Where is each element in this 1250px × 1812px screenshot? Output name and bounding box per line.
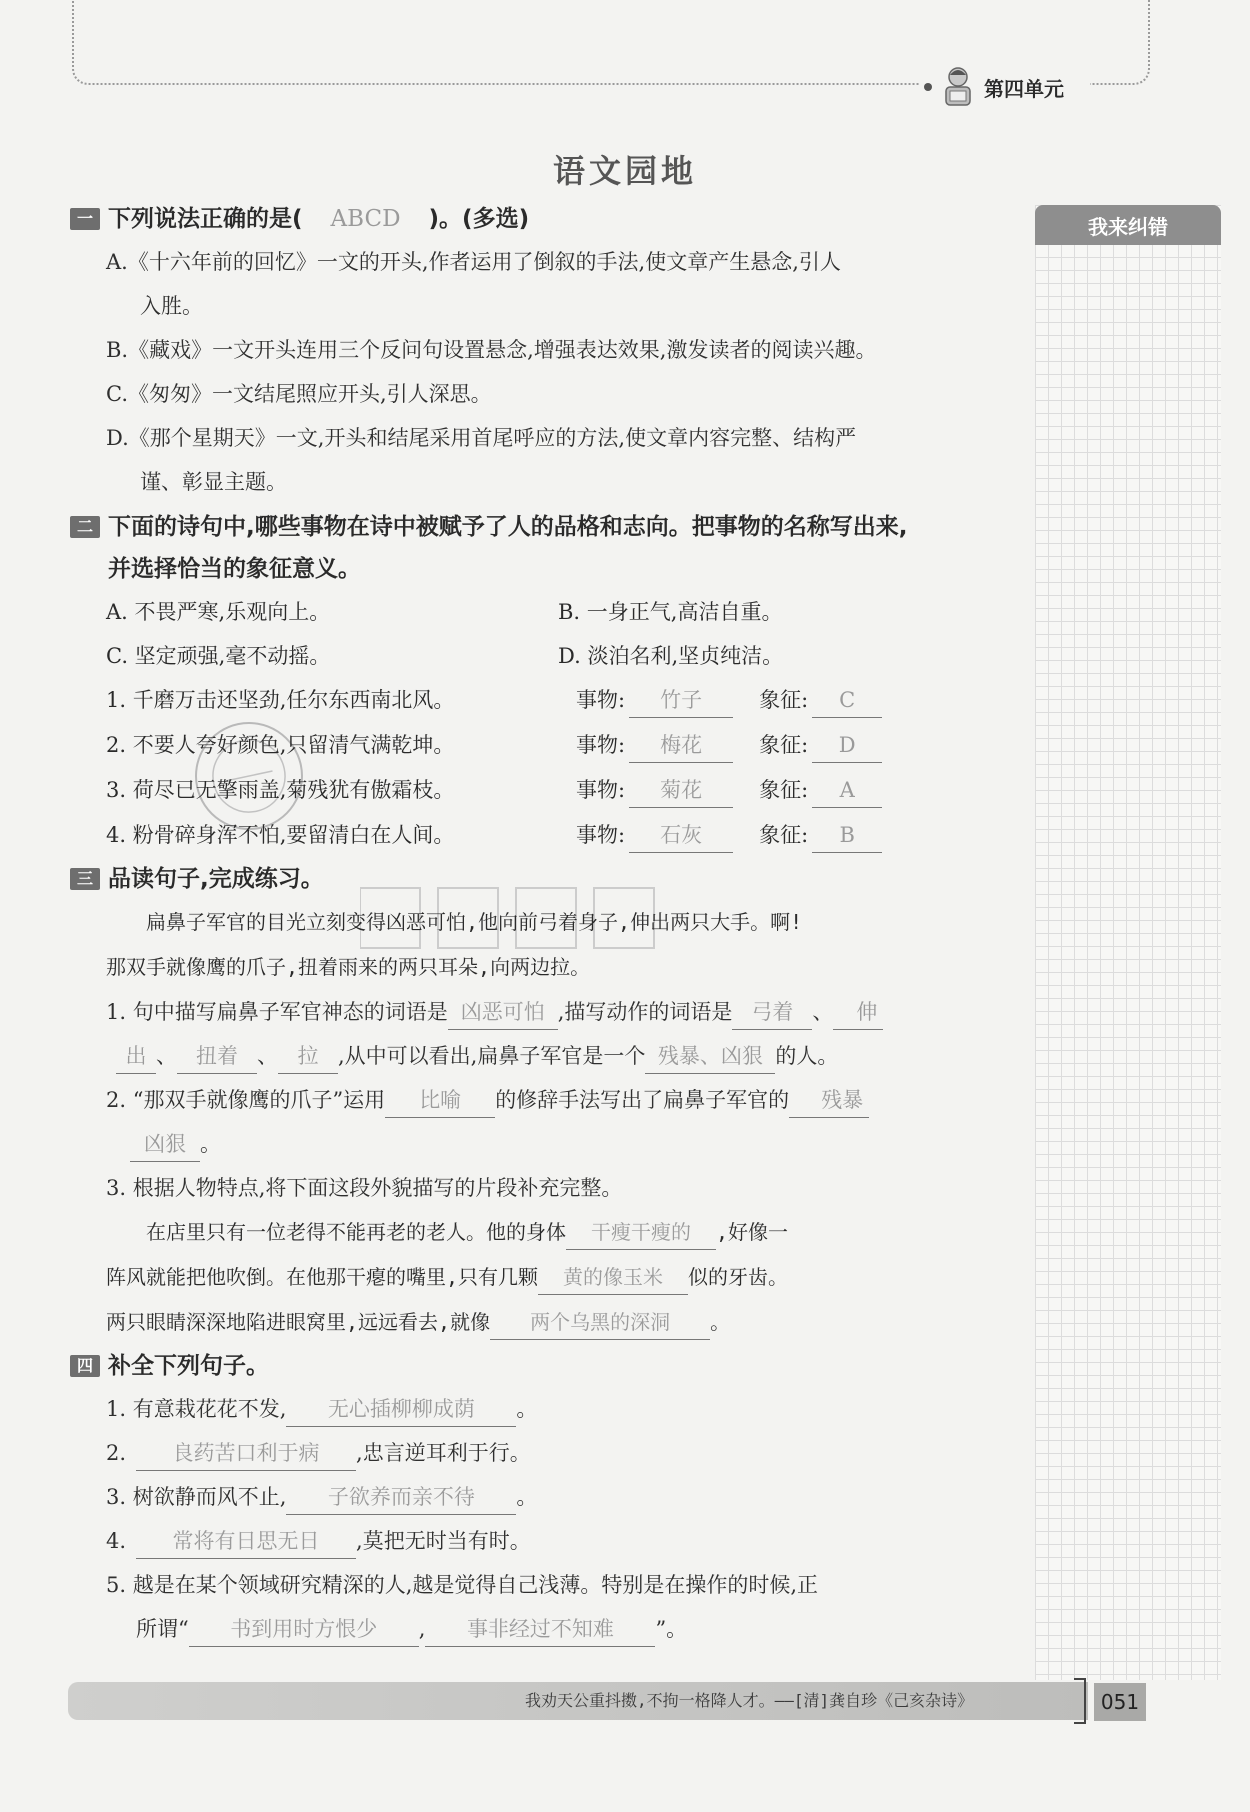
footer-bracket — [1074, 1678, 1086, 1724]
s2-thing-label: 事物: — [576, 688, 626, 712]
section-3-number: 三 — [70, 868, 100, 890]
s4-line-5-text-b: 所谓“ — [136, 1617, 189, 1641]
s2-poem-row — [70, 768, 1010, 813]
correction-grid-panel — [1035, 205, 1221, 1680]
s2-option-c: C. 坚定顽强,毫不动摇。 — [106, 644, 331, 668]
s1-option-a-line1: A.《十六年前的回忆》一文的开头,作者运用了倒叙的手法,使文章产生悬念,引人 — [106, 250, 841, 274]
s3-q2-line1 — [70, 1078, 1010, 1122]
section-1-heading — [70, 198, 1010, 240]
s1-option-d-line2: 谨、彰显主题。 — [140, 470, 287, 494]
s2-poem-text: 4. 粉骨碎身浑不怕,要留清白在人间。 — [106, 823, 455, 847]
s2-options-row2 — [70, 634, 1010, 678]
s3-q1-sep: 、 — [156, 1044, 177, 1068]
section-1-answer[interactable]: ABCD — [330, 206, 401, 232]
s3-q1-line2 — [70, 1034, 1010, 1078]
s2-option-a: A. 不畏严寒,乐观向上。 — [106, 600, 331, 624]
s3-q1-answer-action4[interactable]: 拉 — [278, 1039, 338, 1074]
s2-poem-text: 2. 不要人夸好颜色,只留清气满乾坤。 — [106, 733, 455, 757]
s2-thing-label: 事物: — [576, 823, 626, 847]
section-4-number: 四 — [70, 1355, 100, 1377]
s2-option-d: D. 淡泊名利,坚贞纯洁。 — [558, 644, 784, 668]
s3-q1-text-a: 1. 句中描写扁鼻子军官神态的词语是 — [106, 1000, 448, 1024]
s3-passage-line2: 那双手就像鹰的爪子,扭着雨来的两只耳朵,向两边拉。 — [106, 955, 591, 979]
s4-line-4-text-a: 4. — [106, 1529, 127, 1553]
s3-q2-answer-trait-part2[interactable]: 凶狠 — [130, 1127, 200, 1162]
s2-option-b: B. 一身正气,高洁自重。 — [558, 600, 783, 624]
section-2-prompt-line2: 并选择恰当的象征意义。 — [108, 556, 361, 582]
section-2-number: 二 — [70, 516, 100, 538]
s2-thing-label: 事物: — [576, 778, 626, 802]
s2-symbol-label: 象征: — [759, 823, 809, 847]
s3-q1-text-b: ,描写动作的词语是 — [557, 1000, 733, 1024]
section-2-prompt-line1: 下面的诗句中,哪些事物在诗中被赋予了人的品格和志向。把事物的名称写出来, — [108, 514, 908, 540]
unit-badge — [920, 62, 1090, 112]
s2-thing-answer[interactable]: 石灰 — [629, 818, 733, 853]
s2-thing-answer[interactable]: 菊花 — [629, 773, 733, 808]
s3-q3-text-1a: 在店里只有一位老得不能再老的老人。他的身体 — [146, 1220, 566, 1244]
s2-symbol-answer[interactable]: B — [812, 818, 882, 853]
s4-line-1-text-b: 。 — [516, 1397, 538, 1421]
reading-child-icon — [938, 65, 978, 109]
s3-q2-line2 — [70, 1122, 1010, 1166]
s2-poem-row — [70, 813, 1010, 858]
s3-q3-text-3a: 两只眼睛深深地陷进眼窝里,远远看去,就像 — [106, 1310, 491, 1334]
footer-quote: 我劝天公重抖擞,不拘一格降人才。——[清]龚自珍《己亥杂诗》 — [525, 1691, 974, 1710]
section-3-prompt: 品读句子,完成练习。 — [108, 866, 324, 892]
s3-q3-text-1b: ,好像一 — [716, 1220, 789, 1244]
s3-q1-sep: 、 — [812, 1000, 834, 1024]
s3-q1-answer-character[interactable]: 残暴、凶狠 — [645, 1039, 775, 1074]
s3-q1-line1 — [70, 990, 1010, 1034]
s3-q2-answer-rhetoric[interactable]: 比喻 — [385, 1083, 495, 1118]
correction-tab: 我来纠错 — [1035, 205, 1221, 245]
s4-line-5b — [70, 1607, 1010, 1651]
s3-q2-text-a: 2. “那双手就像鹰的爪子”运用 — [106, 1088, 386, 1112]
unit-label: 第四单元 — [984, 76, 1064, 101]
s4-line-1 — [70, 1387, 1010, 1431]
s3-q3-answer-eyes[interactable]: 两个乌黑的深洞 — [490, 1305, 710, 1340]
s4-line-4-text-b: ,莫把无时当有时。 — [356, 1529, 531, 1553]
section-4-heading — [70, 1345, 1010, 1387]
s4-line-3 — [70, 1475, 1010, 1519]
s3-q1-text-d: 的人。 — [775, 1044, 839, 1068]
s1-option-a-line2: 入胜。 — [140, 294, 203, 318]
s4-line-2 — [70, 1431, 1010, 1475]
s2-symbol-answer[interactable]: C — [812, 683, 882, 718]
page-number: 051 — [1094, 1683, 1146, 1721]
section-3-heading — [70, 858, 1010, 900]
exercise-content — [70, 198, 1010, 1651]
s3-q1-answer-action2-part1[interactable]: 伸 — [833, 995, 883, 1030]
s3-q3-answer-teeth[interactable]: 黄的像玉米 — [538, 1260, 688, 1295]
s3-q2-text-b: 的修辞手法写出了扁鼻子军官的 — [495, 1088, 790, 1112]
s2-poem-row — [70, 678, 1010, 723]
s4-line-1-answer[interactable]: 无心插柳柳成荫 — [286, 1392, 516, 1427]
s3-q1-answer-action2-part2[interactable]: 出 — [116, 1039, 156, 1074]
s3-q3-text-2a: 阵风就能把他吹倒。在他那干瘪的嘴里,只有几颗 — [106, 1265, 539, 1289]
s3-q3-para-line3 — [70, 1300, 1010, 1345]
section-1-prompt-post: )。(多选) — [428, 206, 530, 232]
s3-q3-text-3b: 。 — [710, 1310, 731, 1334]
s2-thing-answer[interactable]: 竹子 — [629, 683, 733, 718]
s2-poem-row — [70, 723, 1010, 768]
s4-line-3-text-b: 。 — [516, 1485, 538, 1509]
s1-option-b: B.《藏戏》一文开头连用三个反问句设置悬念,增强表达效果,激发读者的阅读兴趣。 — [106, 338, 877, 362]
s4-line-5-answer-1[interactable]: 书到用时方恨少 — [189, 1612, 419, 1647]
s2-symbol-label: 象征: — [759, 688, 809, 712]
s4-line-3-text-a: 3. 树欲静而风不止, — [106, 1485, 287, 1509]
section-1-number: 一 — [70, 208, 100, 230]
s2-poem-text: 1. 千磨万击还坚劲,任尔东西南北风。 — [106, 688, 455, 712]
s3-q3-prompt: 3. 根据人物特点,将下面这段外貌描写的片段补充完整。 — [106, 1176, 623, 1200]
s4-line-4 — [70, 1519, 1010, 1563]
s3-q2-text-c: 。 — [200, 1132, 221, 1156]
bullet-dot-icon — [924, 83, 932, 91]
s3-q1-text-c: ,从中可以看出,扁鼻子军官是一个 — [338, 1044, 646, 1068]
s3-q1-sep: 、 — [257, 1044, 278, 1068]
s3-q1-answer-action1[interactable]: 弓着 — [732, 995, 812, 1030]
s4-line-5-sep: , — [418, 1617, 426, 1641]
section-2-heading — [70, 506, 1010, 590]
s2-symbol-label: 象征: — [759, 733, 809, 757]
s4-line-5-text-c: ”。 — [655, 1617, 688, 1641]
s3-q3-text-2b: 似的牙齿。 — [688, 1265, 789, 1289]
s4-line-2-text-b: ,忠言逆耳利于行。 — [356, 1441, 531, 1465]
s2-options-row1 — [70, 590, 1010, 634]
s3-q2-answer-trait-part1[interactable]: 残暴 — [789, 1083, 869, 1118]
s2-thing-label: 事物: — [576, 733, 626, 757]
section-4-prompt: 补全下列句子。 — [108, 1353, 269, 1379]
s2-symbol-answer[interactable]: D — [812, 728, 882, 763]
s3-q3-para-line1 — [70, 1210, 1010, 1255]
s4-line-3-answer[interactable]: 子欲养而亲不待 — [286, 1480, 516, 1515]
s4-line-5-answer-2[interactable]: 事非经过不知难 — [425, 1612, 655, 1647]
s4-line-4-answer[interactable]: 常将有日思无日 — [136, 1524, 356, 1559]
s2-poem-text: 3. 荷尽已无擎雨盖,菊残犹有傲霜枝。 — [106, 778, 455, 802]
s3-passage-line1: 扁鼻子军官的目光立刻变得凶恶可怕,他向前弓着身子,伸出两只大手。啊! — [146, 910, 803, 934]
s3-q3-answer-body[interactable]: 干瘦干瘦的 — [566, 1215, 716, 1250]
page-title: 语文园地 — [552, 152, 697, 190]
s4-line-2-text-a: 2. — [106, 1441, 127, 1465]
s4-line-1-text-a: 1. 有意栽花花不发, — [106, 1397, 287, 1421]
s3-q1-answer-action3[interactable]: 扭着 — [177, 1039, 257, 1074]
s4-line-5a: 5. 越是在某个领域研究精深的人,越是觉得自己浅薄。特别是在操作的时候,正 — [106, 1573, 819, 1597]
section-1-prompt-pre: 下列说法正确的是( — [108, 206, 303, 232]
s3-q1-answer-expression[interactable]: 凶恶可怕 — [448, 995, 558, 1030]
s1-option-c: C.《匆匆》一文结尾照应开头,引人深思。 — [106, 382, 492, 406]
s1-option-d-line1: D.《那个星期天》一文,开头和结尾采用首尾呼应的方法,使文章内容完整、结构严 — [106, 426, 857, 450]
s2-symbol-label: 象征: — [759, 778, 809, 802]
s2-symbol-answer[interactable]: A — [812, 773, 882, 808]
s3-q3-para-line2 — [70, 1255, 1010, 1300]
s4-line-2-answer[interactable]: 良药苦口利于病 — [136, 1436, 356, 1471]
s2-thing-answer[interactable]: 梅花 — [629, 728, 733, 763]
